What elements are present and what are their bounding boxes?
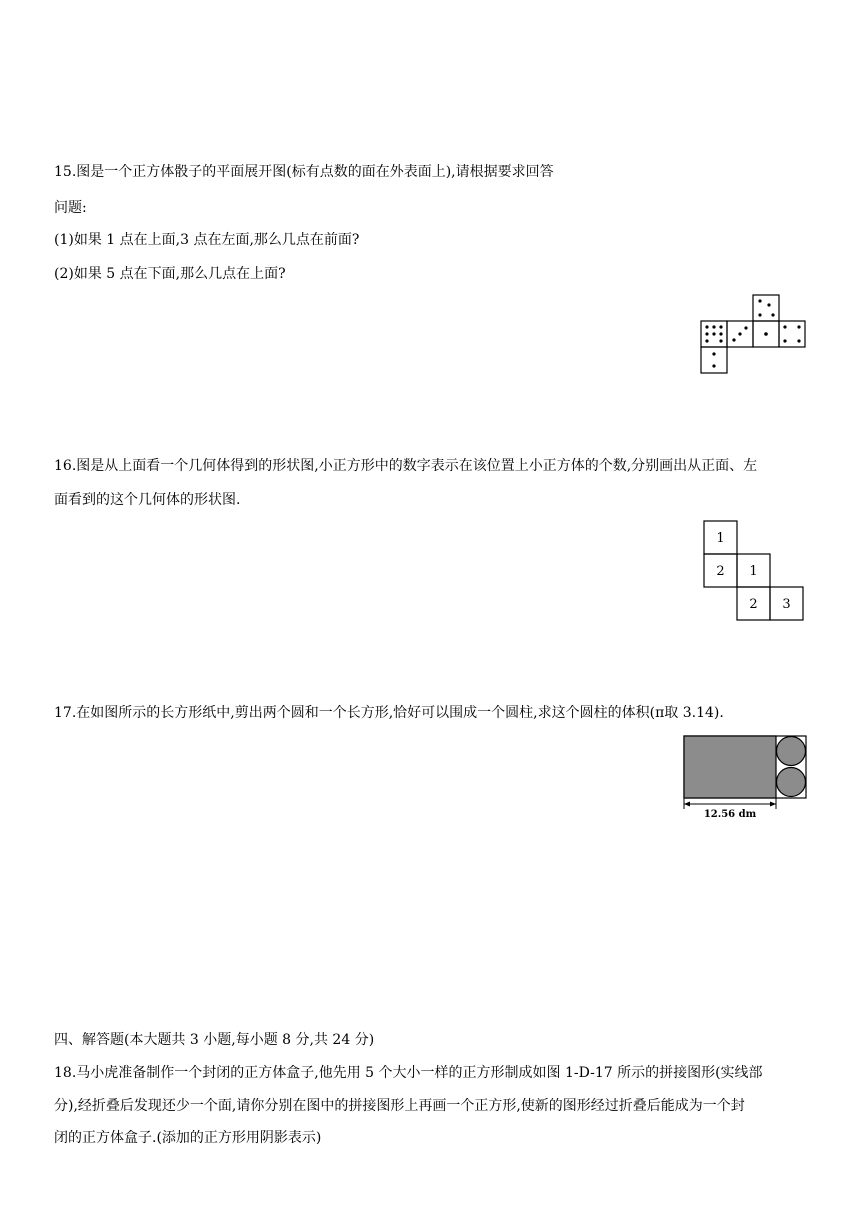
q15-text-line2: 问题: <box>54 200 87 216</box>
shaded-rectangle <box>684 736 776 798</box>
q15-part2: (2)如果 5 点在下面,那么几点在上面? <box>54 266 286 282</box>
q18-text-line3: 闭的正方体盒子.(添加的正方形用阴影表示) <box>54 1130 322 1146</box>
dice-face-4 <box>779 321 805 347</box>
top-view-grid-figure <box>703 520 807 624</box>
dimension-label: 12.56 dm <box>703 809 757 819</box>
dice-face-bottom <box>701 347 727 373</box>
q15-text-line1: 15.图是一个正方体骰子的平面展开图(标有点数的面在外表面上),请根据要求回答 <box>54 164 554 180</box>
grid-cell-count: 2 <box>716 564 725 579</box>
q16-text-line2: 面看到的这个几何体的形状图. <box>54 492 241 508</box>
q15-part1: (1)如果 1 点在上面,3 点在左面,那么几点在前面? <box>54 232 360 248</box>
q17-text-line1: 17.在如图所示的长方形纸中,剪出两个圆和一个长方形,恰好可以围成一个圆柱,求这个圆柱的体积(π取 3.14). <box>54 705 724 721</box>
q16-text-line1: 16.图是从上面看一个几何体得到的形状图,小正方形中的数字表示在该位置上小正方体的个数,分别画出从正面、左 <box>54 458 758 474</box>
dice-net-figure <box>698 293 810 377</box>
grid-cell-count: 2 <box>749 597 758 612</box>
circle-bottom <box>777 768 806 797</box>
circle-top <box>777 737 806 766</box>
grid-cell-count: 1 <box>749 564 758 579</box>
cylinder-paper-figure <box>680 733 812 819</box>
grid-cell-count: 1 <box>716 531 725 546</box>
grid-cell-count: 3 <box>782 597 791 612</box>
q18-text-line1: 18.马小虎准备制作一个封闭的正方体盒子,他先用 5 个大小一样的正方形制成如图 1-D-17 所示的拼接图形(实线部 <box>54 1065 763 1081</box>
dice-face-top <box>753 295 779 321</box>
q18-text-line2: 分),经折叠后发现还少一个面,请你分别在图中的拼接图形上再画一个正方形,使新的图形经过折叠后能成为一个封 <box>54 1098 745 1114</box>
section4-heading: 四、解答题(本大题共 3 小题,每小题 8 分,共 24 分) <box>54 1032 375 1048</box>
